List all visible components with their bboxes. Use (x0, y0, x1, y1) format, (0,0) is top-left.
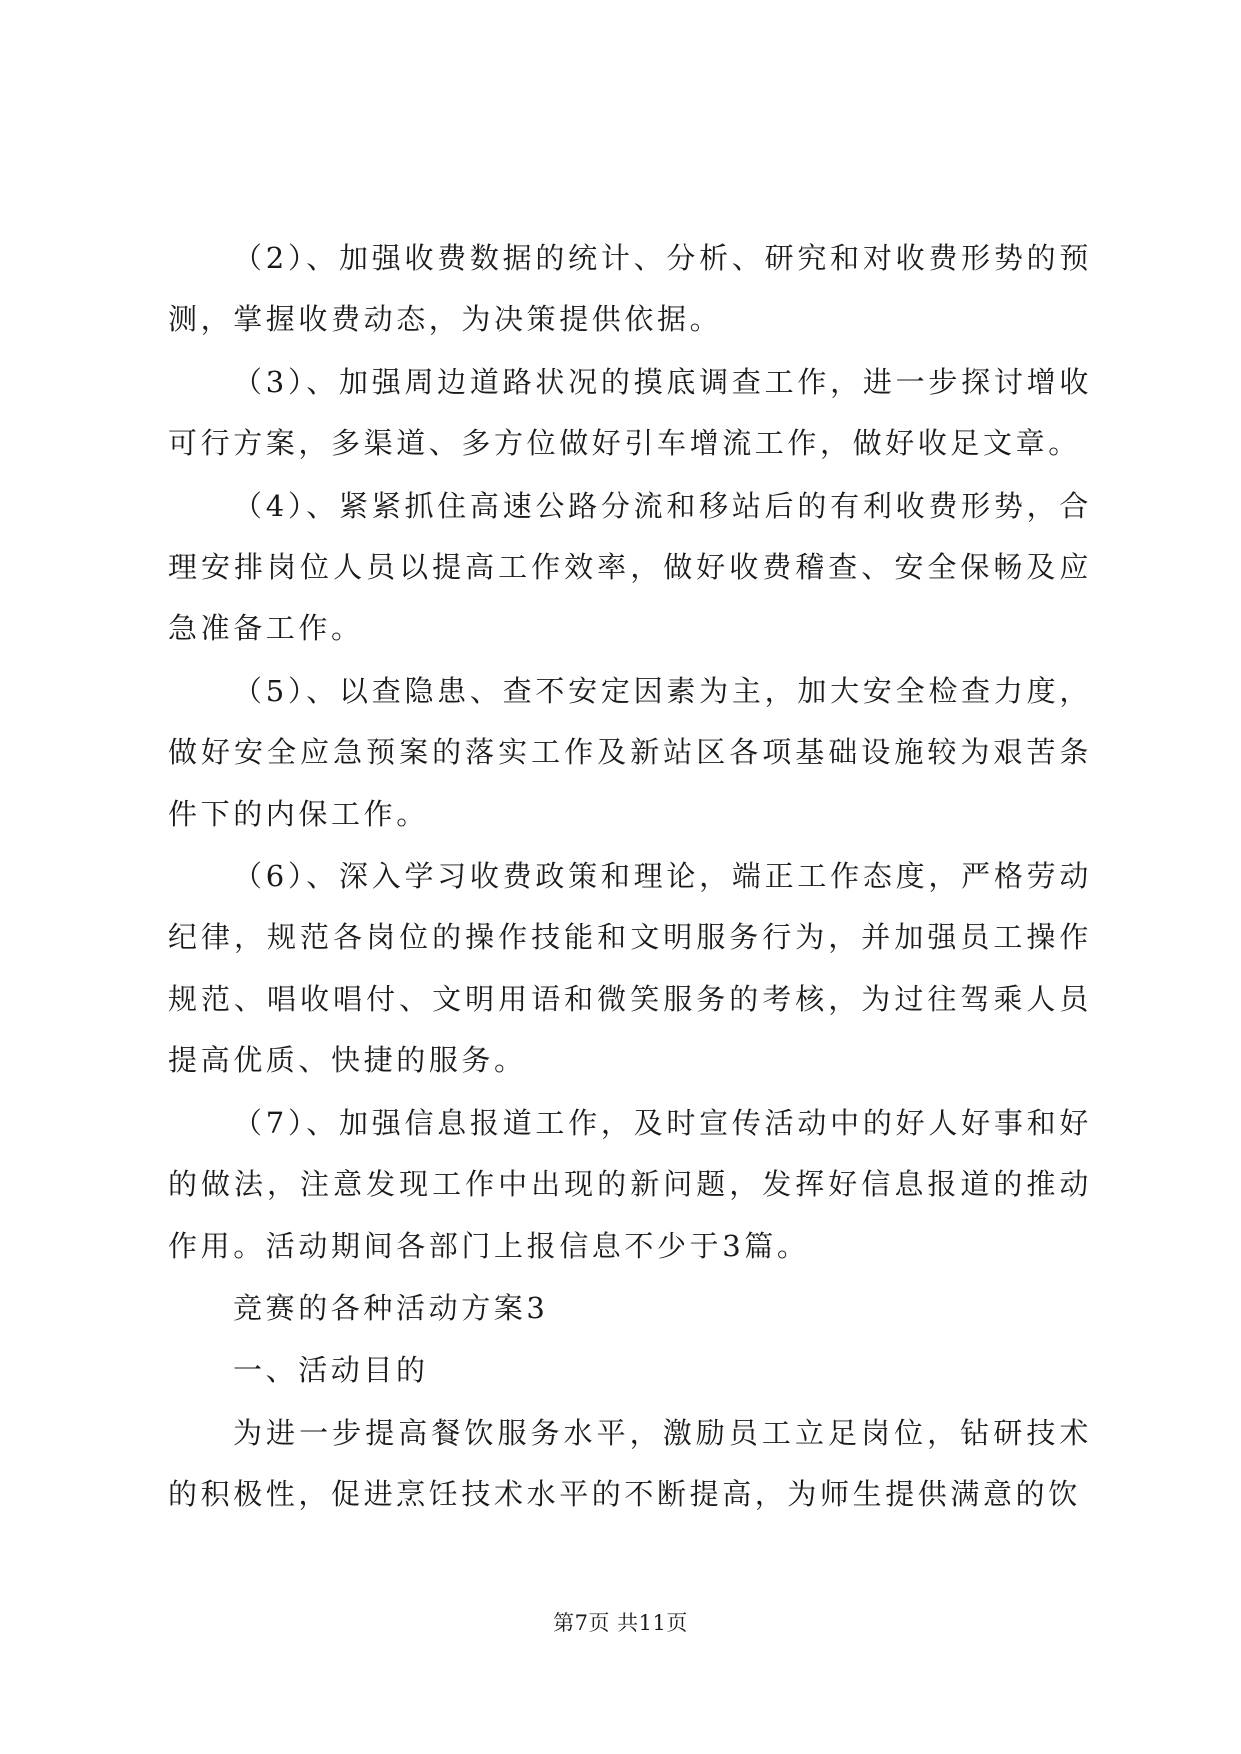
subsection-heading: 一、活动目的 (233, 1353, 429, 1388)
paragraph-item-6: （6）、深入学习收费政策和理论，端正工作态度，严格劳动纪律，规范各岗位的操作技能和文明服务行为，并加强员工操作规范、唱收唱付、文明用语和微笑服务的考核，为过往驾乘人员提高优质、快捷的服务。 (168, 859, 1092, 1078)
paragraph-item-3: （3）、加强周边道路状况的摸底调查工作，进一步探讨增收可行方案，多渠道、多方位做好引车增流工作，做好收足文章。 (168, 364, 1092, 461)
paragraph-item-2: （2）、加强收费数据的统计、分析、研究和对收费形势的预测，掌握收费动态，为决策提供依据。 (168, 241, 1092, 337)
paragraph-item-4: （4）、紧紧抓住高速公路分流和移站后的有利收费形势，合理安排岗位人员以提高工作效率，做好收费稽查、安全保畅及应急准备工作。 (168, 488, 1092, 646)
body-paragraph: 为进一步提高餐饮服务水平，激励员工立足岗位，钻研技术的积极性，促进烹饪技术水平的不断提高，为师生提供满意的饮 (168, 1415, 1092, 1512)
page-number-footer: 第7页 共11页 (553, 1611, 688, 1635)
paragraph-item-5: （5）、以查隐患、查不安定因素为主，加大安全检查力度，做好安全应急预案的落实工作及新站区各项基础设施较为艰苦条件下的内保工作。 (168, 673, 1092, 831)
document-body (168, 228, 1092, 1527)
section-heading: 竞赛的各种活动方案3 (233, 1290, 549, 1325)
paragraph-item-7: （7）、加强信息报道工作，及时宣传活动中的好人好事和好的做法，注意发现工作中出现的新问题，发挥好信息报道的推动作用。活动期间各部门上报信息不少于3篇。 (168, 1105, 1092, 1263)
